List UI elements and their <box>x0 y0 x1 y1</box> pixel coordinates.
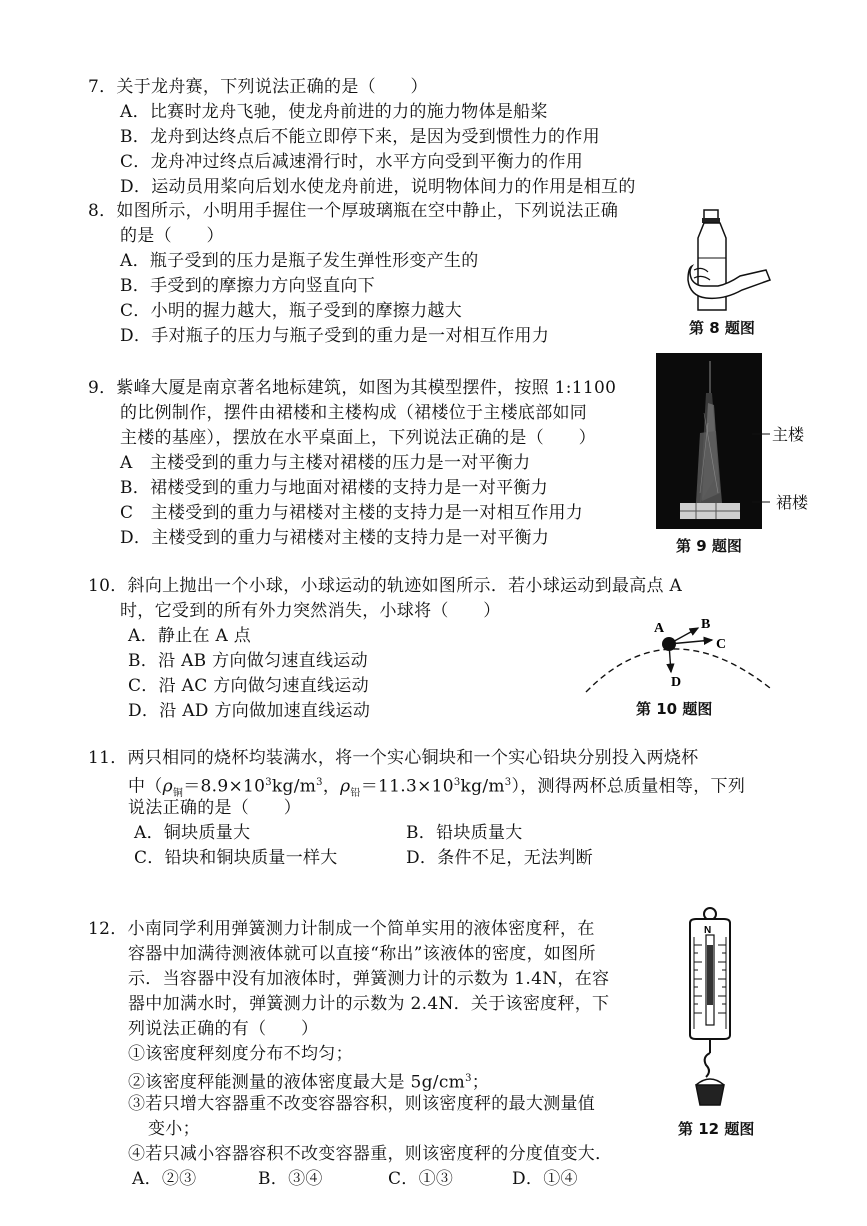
q7-stem: 7．关于龙舟赛，下列说法正确的是（ ） <box>88 77 428 97</box>
q12-statement-1: ①该密度秤刻度分布不均匀； <box>128 1044 353 1064</box>
q12-statement-2 <box>128 1068 489 1094</box>
rho-symbol-cu: ρ <box>162 776 173 797</box>
q8-stem-line2: 的是（ ） <box>120 226 224 246</box>
point-c-label: C <box>716 637 727 652</box>
q9-stem-line1: 9．紫峰大厦是南京著名地标建筑，如图为其模型摆件，按照 1:1100 <box>88 378 617 398</box>
q11-stem-line3: 说法正确的是（ ） <box>128 798 301 818</box>
q8-stem-line1: 8．如图所示，小明用手握住一个厚玻璃瓶在空中静止，下列说法正确 <box>88 201 619 221</box>
lead-density-unit: kg/m <box>460 776 505 797</box>
lead-subscript: 铅 <box>350 788 361 800</box>
q9-option-b: B．裙楼受到的重力与地面对裙楼的支持力是一对平衡力 <box>120 478 548 498</box>
spring-scale-density-meter <box>678 905 742 1115</box>
q12-option-c: C．①③ <box>388 1169 454 1189</box>
q11-stem-prefix: 中（ <box>128 776 163 797</box>
q8-option-b: B．手受到的摩擦力方向竖直向下 <box>120 276 375 296</box>
q11-option-b: B．铅块质量大 <box>406 823 523 843</box>
q12-figure-caption: 第 12 题图 <box>678 1120 755 1138</box>
q10-stem-line2: 时，它受到的所有外力突然消失，小球将（ ） <box>120 601 501 621</box>
q12-stem-line5: 列说法正确的有（ ） <box>128 1019 319 1039</box>
density-separator: ， <box>322 776 341 797</box>
copper-density-unit: kg/m <box>271 776 317 797</box>
q11-option-c: C．铅块和铜块质量一样大 <box>134 848 338 868</box>
q9-option-a: A 主楼受到的重力与主楼对裙楼的压力是一对平衡力 <box>120 453 531 473</box>
copper-exponent: 3 <box>265 777 272 788</box>
q9-figure-caption: 第 9 题图 <box>676 537 742 555</box>
point-a-label: A <box>654 621 665 636</box>
copper-subscript: 铜 <box>172 788 184 800</box>
q10-option-a: A．静止在 A 点 <box>128 626 252 646</box>
q7-option-c: C．龙舟冲过终点后减速滑行时，水平方向受到平衡力的作用 <box>120 152 584 172</box>
podium-label: 裙楼 <box>776 493 809 512</box>
q10-option-b: B．沿 AB 方向做匀速直线运动 <box>128 651 368 671</box>
tower-label-leaders <box>752 426 772 506</box>
q8-option-a: A．瓶子受到的压力是瓶子发生弹性形变产生的 <box>120 251 479 271</box>
q9-option-d: D．主楼受到的重力与裙楼对主楼的支持力是一对平衡力 <box>120 528 550 548</box>
q12-option-b: B．③④ <box>258 1169 323 1189</box>
q10-option-c: C．沿 AC 方向做匀速直线运动 <box>128 676 369 696</box>
point-d-label: D <box>671 675 682 690</box>
point-b-label: B <box>701 617 711 632</box>
q12-option-d: D．①④ <box>512 1169 578 1189</box>
q10-figure-caption: 第 10 题图 <box>636 700 713 718</box>
q9-stem-line3: 主楼的基座），摆放在水平桌面上，下列说法正确的是（ ） <box>120 428 596 448</box>
q11-stem-suffix: ），测得两杯总质量相等，下列 <box>511 776 746 797</box>
copper-unit-exponent: 3 <box>316 777 323 788</box>
q8-figure-caption: 第 8 题图 <box>689 319 755 337</box>
q12-statement-3: ③若只增大容器重不改变容器容积，则该密度秤的最大测量值 <box>128 1094 596 1114</box>
q11-option-a: A．铜块质量大 <box>134 823 251 843</box>
q8-option-d: D．手对瓶子的压力与瓶子受到的重力是一对相互作用力 <box>120 326 550 346</box>
q12-statement-2-exponent: 3 <box>465 1073 472 1084</box>
rho-symbol-pb: ρ <box>340 776 351 797</box>
lead-unit-exponent: 3 <box>504 777 512 788</box>
projectile-trajectory-figure <box>580 612 780 696</box>
q12-stem-line1: 12．小南同学利用弹簧测力计制成一个简单实用的液体密度秤，在 <box>88 919 595 939</box>
q12-stem-line4: 器中加满水时，弹簧测力计的示数为 2.4N．关于该密度秤，下 <box>128 994 610 1014</box>
q12-stem-line2: 容器中加满待测液体就可以直接“称出”该液体的密度，如图所 <box>128 944 596 964</box>
lead-exponent: 3 <box>453 777 461 788</box>
q7-option-b: B．龙舟到达终点后不能立即停下来，是因为受到惯性力的作用 <box>120 127 600 147</box>
q7-option-d: D．运动员用桨向后划水使龙舟前进，说明物体间力的作用是相互的 <box>120 177 636 197</box>
scale-unit-label: N <box>704 925 712 936</box>
q11-option-d: D．条件不足，无法判断 <box>406 848 593 868</box>
q10-option-d: D．沿 AD 方向做加速直线运动 <box>128 701 371 721</box>
q12-statement-4: ④若只减小容器容积不改变容器重，则该密度秤的分度值变大． <box>128 1144 613 1164</box>
q12-statement-3-cont: 变小； <box>148 1119 200 1139</box>
q12-statement-2-text: ②该密度秤能测量的液体密度最大是 5g/cm <box>128 1072 466 1093</box>
q9-stem-line2: 的比例制作，摆件由裙楼和主楼构成（裙楼位于主楼底部如同 <box>120 403 588 423</box>
q12-statement-2-end: ； <box>471 1072 490 1093</box>
lead-density-value: ＝11.3×10 <box>360 776 454 797</box>
q11-stem-line1: 11．两只相同的烧杯均装满水，将一个实心铜块和一个实心铅块分别投入两烧杯 <box>88 748 699 768</box>
q12-stem-line3: 示．当容器中没有加液体时，弹簧测力计的示数为 1.4N，在容 <box>128 969 610 989</box>
copper-density-value: ＝8.9×10 <box>183 776 266 797</box>
zifeng-tower-model-photo <box>656 353 762 529</box>
q8-option-c: C．小明的握力越大，瓶子受到的摩擦力越大 <box>120 301 463 321</box>
q9-option-c: C 主楼受到的重力与裙楼对主楼的支持力是一对相互作用力 <box>120 503 584 523</box>
q7-option-a: A．比赛时龙舟飞驰，使龙舟前进的力的施力物体是船桨 <box>120 102 548 122</box>
q12-option-a: A．②③ <box>132 1169 197 1189</box>
q10-stem-line1: 10．斜向上抛出一个小球，小球运动的轨迹如图所示．若小球运动到最高点 A <box>88 576 683 596</box>
bottle-hand-figure <box>684 206 776 314</box>
main-tower-label: 主楼 <box>772 425 805 444</box>
